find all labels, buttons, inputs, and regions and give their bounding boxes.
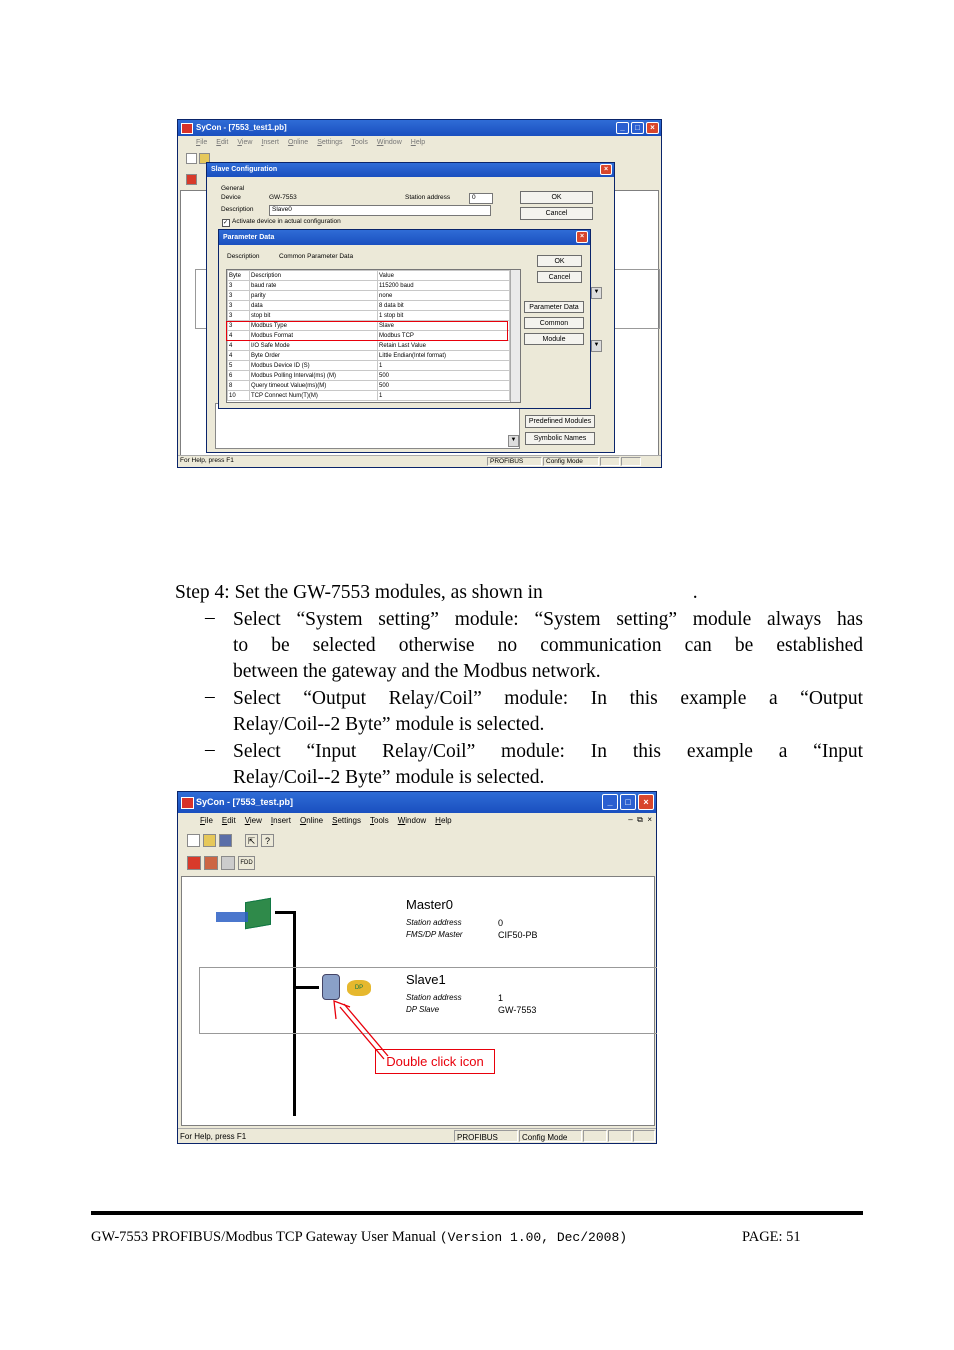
menu2-view[interactable]: View — [244, 816, 262, 825]
step4-end: . — [692, 582, 698, 603]
scroll-down-arrow[interactable]: ▼ — [508, 435, 519, 447]
mdi-controls[interactable]: – ⧉ × — [628, 815, 652, 824]
close-button[interactable]: × — [646, 122, 659, 134]
master-logo-icon — [216, 912, 248, 922]
parameter-row[interactable] — [228, 371, 510, 381]
activate-label: Activate device in actual configuration — [232, 218, 341, 225]
step4-line — [175, 580, 698, 607]
maximize-button[interactable]: □ — [631, 122, 644, 134]
row-description: Byte Order — [250, 351, 378, 361]
station-address-label: Station address — [405, 194, 451, 201]
description-field[interactable]: Slave0 — [269, 205, 491, 216]
maximize-button-2[interactable]: □ — [620, 794, 636, 810]
menu2-file[interactable]: File — [200, 816, 213, 825]
row-byte: 5 — [228, 361, 250, 371]
close-button-2[interactable]: × — [638, 794, 654, 810]
module-list-area — [215, 403, 520, 449]
menu2-tools[interactable]: Tools — [370, 816, 389, 825]
dropdown-arrow-2[interactable]: ▼ — [591, 340, 602, 352]
row-value: 500 — [378, 371, 510, 381]
save-icon[interactable] — [219, 834, 232, 847]
network-tool-icon[interactable] — [186, 174, 197, 185]
new-file-icon-2[interactable] — [187, 834, 200, 847]
double-click-callout: Double click icon — [375, 1049, 495, 1074]
master-card-icon[interactable] — [245, 898, 271, 930]
param-dialog-titlebar[interactable] — [219, 230, 590, 245]
device-label: Device — [221, 194, 241, 201]
slave-station-value: 1 — [498, 993, 504, 1003]
insert-slave-icon[interactable] — [204, 856, 218, 870]
parameter-row[interactable] — [228, 301, 510, 311]
row-description: Modbus Polling Interval(ms) (M) — [250, 371, 378, 381]
slave-name: Slave1 — [406, 972, 446, 987]
master-name: Master0 — [406, 897, 453, 912]
bullet-dash-1: – — [205, 607, 215, 628]
menu-bar-2 — [178, 814, 656, 828]
window2-title: SyCon - [7553_test.pb] — [196, 797, 294, 807]
module-button[interactable]: Module — [524, 333, 584, 345]
row-byte: 3 — [228, 321, 250, 331]
menu-help[interactable]: Help — [410, 139, 426, 146]
bullet1-line3: between the gateway and the Modbus network. — [233, 661, 601, 682]
row-byte: 4 — [228, 331, 250, 341]
row-value: 8 data bit — [378, 301, 510, 311]
station-address-field[interactable]: 0 — [469, 193, 493, 204]
row-value: Little Endian(Intel format) — [378, 351, 510, 361]
master-connector — [275, 911, 295, 914]
menu-tools[interactable]: Tools — [351, 139, 368, 146]
network-canvas-2 — [181, 876, 655, 1126]
predefined-modules-button[interactable]: Predefined Modules — [525, 415, 595, 428]
menu2-edit[interactable]: Edit — [221, 816, 236, 825]
param-description-value: Common Parameter Data — [279, 253, 354, 260]
header-value: Value — [378, 271, 510, 281]
master-station-value: 0 — [498, 918, 504, 928]
symbolic-names-button[interactable]: Symbolic Names — [525, 432, 595, 445]
row-byte: 6 — [228, 371, 250, 381]
slave-station-label: Station address — [406, 993, 462, 1002]
parameter-row[interactable] — [228, 281, 510, 291]
menu-edit[interactable]: Edit — [216, 139, 229, 146]
slave-cancel-button[interactable]: Cancel — [520, 207, 593, 220]
row-value: 115200 baud — [378, 281, 510, 291]
menu-bar — [178, 137, 661, 149]
menu2-online[interactable]: Online — [299, 816, 324, 825]
row-byte: 4 — [228, 341, 250, 351]
row-byte: 8 — [228, 381, 250, 391]
status-bar — [178, 455, 661, 467]
parameter-row[interactable] — [228, 361, 510, 371]
status-help: For Help, press F1 — [180, 457, 234, 464]
footer-page: PAGE: 51 — [742, 1229, 801, 1245]
row-value: Slave — [378, 321, 510, 331]
parameter-row[interactable] — [228, 341, 510, 351]
new-file-icon[interactable] — [186, 153, 197, 164]
master-type-label: FMS/DP Master — [406, 930, 463, 939]
status-bar-2 — [178, 1128, 656, 1143]
row-description: I/O Safe Mode — [250, 341, 378, 351]
header-description: Description — [250, 271, 378, 281]
menu2-insert[interactable]: Insert — [270, 816, 291, 825]
window-titlebar[interactable] — [178, 120, 661, 136]
bullet-dash-2: – — [205, 686, 215, 707]
footer-manual — [91, 1229, 627, 1246]
menu-view[interactable]: View — [237, 139, 253, 146]
row-byte: 3 — [228, 281, 250, 291]
status-bus: PROFIBUS — [487, 457, 542, 466]
device-value: GW-7553 — [269, 194, 297, 201]
row-description: Modbus Device ID (S) — [250, 361, 378, 371]
parameter-row[interactable] — [228, 391, 510, 401]
param-description-label: Description — [227, 253, 260, 260]
menu2-help[interactable]: Help — [435, 816, 452, 825]
help-icon[interactable]: ? — [261, 834, 274, 847]
slave-type-label: DP Slave — [406, 1005, 440, 1014]
row-description: Modbus Type — [250, 321, 378, 331]
fdd-button[interactable]: FDD — [238, 856, 255, 870]
insert-device-icon[interactable] — [221, 856, 235, 870]
sycon-app-icon — [181, 123, 193, 134]
row-byte: 4 — [228, 351, 250, 361]
row-description: Modbus Format — [250, 331, 378, 341]
footer-version: (Version 1.00, Dec/2008) — [439, 1230, 628, 1245]
dropdown-arrow-1[interactable]: ▼ — [591, 287, 602, 299]
parameter-data-button[interactable]: Parameter Data — [524, 301, 584, 313]
param-scrollbar[interactable] — [510, 270, 520, 402]
bullet1-line1: Select “System setting” module: “System setting” module always has — [233, 609, 863, 630]
footer-manual-title: GW-7553 PROFIBUS/Modbus TCP Gateway User Manual — [91, 1229, 437, 1245]
window2-titlebar[interactable] — [178, 792, 656, 813]
menu2-window[interactable]: Window — [397, 816, 427, 825]
param-cancel-button[interactable]: Cancel — [537, 271, 582, 283]
status2-extra-3 — [633, 1130, 655, 1142]
insert-master-icon[interactable] — [187, 856, 201, 870]
minimize-button-2[interactable]: _ — [602, 794, 618, 810]
bullet1-line2: to be selected otherwise no communication can be established — [233, 635, 863, 656]
activate-checkbox[interactable]: ✓ — [223, 220, 229, 226]
description-label: Description — [221, 206, 254, 213]
status2-help: For Help, press F1 — [180, 1132, 247, 1141]
row-value: none — [378, 291, 510, 301]
slave-dialog-title: Slave Configuration — [211, 166, 278, 173]
row-description: stop bit — [250, 311, 378, 321]
minimize-button[interactable]: _ — [616, 122, 629, 134]
bullet2-line2: Relay/Coil--2 Byte” module is selected. — [233, 714, 545, 735]
menu-online[interactable]: Online — [287, 139, 309, 146]
bullet3-line1: Select “Input Relay/Coil” module: In this example a “Input — [233, 741, 863, 762]
status2-mode: Config Mode — [519, 1130, 582, 1142]
modbus-highlight-box — [226, 321, 508, 341]
parameter-row[interactable] — [228, 291, 510, 301]
status2-bus: PROFIBUS — [454, 1130, 518, 1142]
row-byte: 3 — [228, 311, 250, 321]
row-value: Modbus TCP — [378, 331, 510, 341]
footer-rule — [91, 1211, 863, 1215]
bullet-dash-3: – — [205, 739, 215, 760]
slave-ok-button[interactable]: OK — [520, 191, 593, 204]
row-value: 1 — [378, 361, 510, 371]
status-extra-1 — [600, 457, 620, 466]
row-value: Retain Last Value — [378, 341, 510, 351]
master-type-value: CIF50-PB — [498, 930, 538, 940]
row-byte: 3 — [228, 291, 250, 301]
parameter-row[interactable] — [228, 311, 510, 321]
menu-settings[interactable]: Settings — [317, 139, 343, 146]
parameter-row[interactable] — [228, 381, 510, 391]
row-description: parity — [250, 291, 378, 301]
row-byte: 3 — [228, 301, 250, 311]
parameter-row[interactable] — [228, 351, 510, 361]
status2-extra-2 — [608, 1130, 632, 1142]
menu2-settings[interactable]: Settings — [332, 816, 362, 825]
common-button[interactable]: Common — [524, 317, 584, 329]
slave-device-icon[interactable] — [322, 974, 340, 1000]
step4-text: Step 4: Set the GW-7553 modules, as shown in — [175, 582, 543, 603]
open-file-icon-2[interactable] — [203, 834, 216, 847]
bullet2-line1: Select “Output Relay/Coil” module: In this example a “Output — [233, 688, 863, 709]
row-byte: 10 — [228, 391, 250, 401]
slave-dialog-titlebar[interactable] — [207, 163, 614, 177]
master-station-label: Station address — [406, 918, 462, 927]
parameter-table-header — [228, 271, 510, 281]
slave-type-value: GW-7553 — [498, 1005, 537, 1015]
status-extra-2 — [621, 457, 641, 466]
row-value: 1 stop bit — [378, 311, 510, 321]
row-description: data — [250, 301, 378, 311]
row-description: baud rate — [250, 281, 378, 291]
sycon-app-icon-2 — [181, 797, 194, 809]
row-value: 1 — [378, 391, 510, 401]
row-value: 500 — [378, 381, 510, 391]
menu-window[interactable]: Window — [376, 139, 402, 146]
header-byte: Byte — [228, 271, 250, 281]
dp-slave-badge-icon: DP — [347, 980, 371, 996]
slave-dialog-close-button[interactable]: × — [600, 164, 612, 175]
parameter-data-dialog — [218, 229, 591, 409]
status2-extra-1 — [583, 1130, 607, 1142]
general-label: General — [221, 185, 245, 192]
param-ok-button[interactable]: OK — [537, 255, 582, 267]
sycon-window-2 — [177, 791, 657, 1144]
window-title: SyCon - [7553_test1.pb] — [196, 123, 287, 132]
context-help-icon[interactable]: ⇱ — [245, 834, 258, 847]
param-dialog-title: Parameter Data — [223, 234, 275, 241]
row-description: TCP Connect Num(T)(M) — [250, 391, 378, 401]
param-dialog-close-button[interactable]: × — [576, 231, 588, 243]
status-mode: Config Mode — [543, 457, 599, 466]
menu-insert[interactable]: Insert — [261, 139, 279, 146]
row-description: Query timeout Value(ms)(M) — [250, 381, 378, 391]
bullet3-line2: Relay/Coil--2 Byte” module is selected. — [233, 767, 545, 788]
menu-file[interactable]: File — [196, 139, 208, 146]
